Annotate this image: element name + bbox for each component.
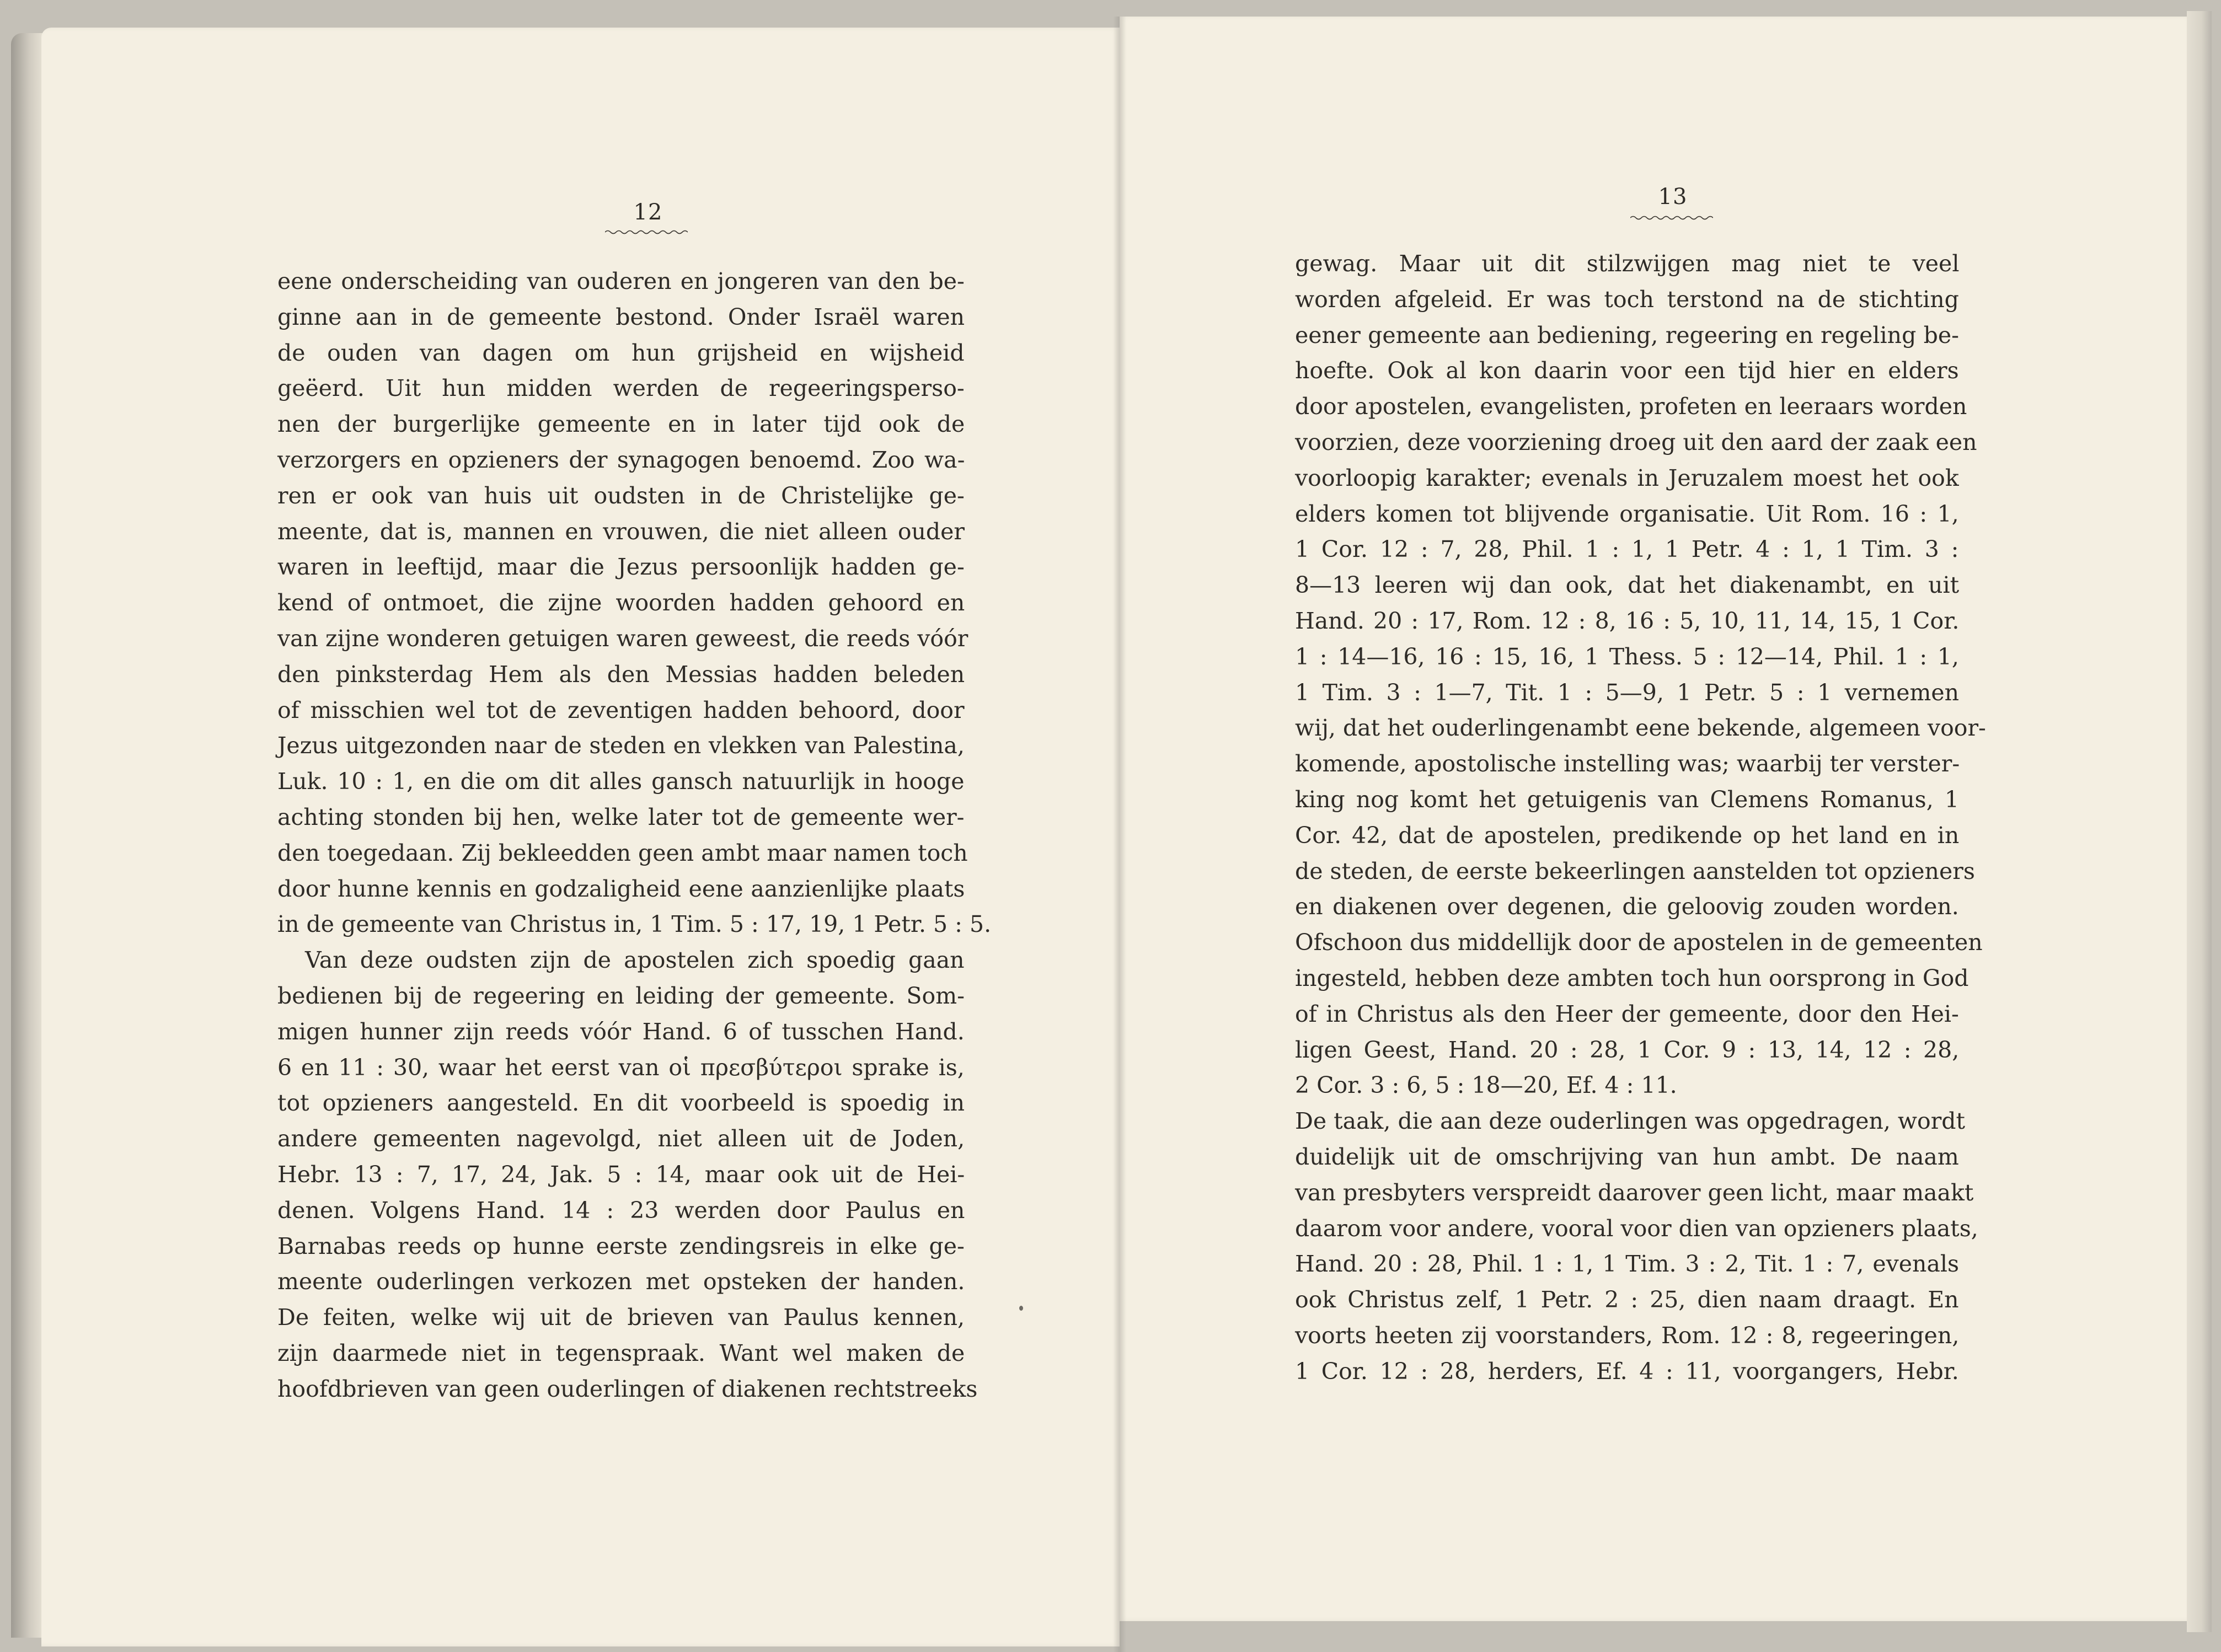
text-line: meente ouderlingen verkozen met opsteken der handen. <box>277 1268 965 1295</box>
text-line: of in Christus als den Heer der gemeente, door den Hei- <box>1295 1000 1959 1027</box>
text-line: eener gemeente aan bediening, regeering en regeling be- <box>1295 321 1959 348</box>
text-line: van zijne wonderen getuigen waren geweest, die reeds vóór <box>277 625 968 652</box>
text-line: in de gemeente van Christus in, 1 Tim. 5 : 17, 19, 1 Petr. 5 : 5. <box>277 911 992 938</box>
text-line: van presbyters verspreidt daarover geen licht, maar maakt <box>1295 1179 1974 1206</box>
text-line: Ofschoon dus middellijk door de apostelen in de gemeenten <box>1295 929 1983 956</box>
text-line: ook Christus zelf, 1 Petr. 2 : 25, dien naam draagt. En <box>1295 1286 1959 1313</box>
text-line: migen hunner zijn reeds vóór Hand. 6 of tusschen Hand. <box>277 1018 965 1045</box>
text-line: meente, dat is, mannen en vrouwen, die niet alleen ouder <box>277 518 965 545</box>
text-line: Van deze oudsten zijn de apostelen zich spoedig gaan <box>305 947 965 974</box>
page-edge-right <box>2187 11 2212 1632</box>
text-line: voorzien, deze voorziening droeg uit den aard der zaak een <box>1295 429 1977 455</box>
right-page <box>1120 17 2187 1621</box>
text-line: geëerd. Uit hun midden werden de regeeringsperso- <box>277 375 965 402</box>
text-line: of misschien wel tot de zeventigen hadden behoord, door <box>277 696 965 723</box>
text-line: zijn daarmede niet in tegenspraak. Want wel maken de <box>277 1340 965 1366</box>
text-line: andere gemeenten nagevolgd, niet alleen uit de Joden, <box>277 1125 965 1152</box>
text-line: Cor. 42, dat de apostelen, predikende op het land en in <box>1295 822 1960 849</box>
text-line: 1 Tim. 3 : 1—7, Tit. 1 : 5—9, 1 Petr. 5 : 1 vernemen <box>1295 679 1960 706</box>
page-number-left: 12 <box>633 200 663 225</box>
text-line: bedienen bij de regeering en leiding der gemeente. Som- <box>277 983 965 1009</box>
text-line: waren in leeftijd, maar die Jezus persoonlijk hadden ge- <box>277 554 965 581</box>
text-line: den pinksterdag Hem als den Messias hadden beleden <box>277 661 965 688</box>
text-line: elders komen tot blijvende organisatie. Uit Rom. 16 : 1, <box>1295 500 1959 527</box>
text-line: De feiten, welke wij uit de brieven van Paulus kennen, <box>277 1304 965 1331</box>
text-line: 6 en 11 : 30, waar het eerst van οἱ πρεσβύτεροι sprake is, <box>277 1054 965 1081</box>
text-line: De taak, die aan deze ouderlingen was opgedragen, wordt <box>1295 1108 1966 1135</box>
text-line: 1 : 14—16, 16 : 15, 16, 1 Thess. 5 : 12—14, Phil. 1 : 1, <box>1295 643 1959 670</box>
left-page <box>41 28 1120 1646</box>
text-line: 1 Cor. 12 : 7, 28, Phil. 1 : 1, 1 Petr. 4 : 1, 1 Tim. 3 : <box>1295 536 1959 563</box>
text-line: duidelijk uit de omschrijving van hun ambt. De naam <box>1295 1144 1959 1170</box>
text-line: voorts heeten zij voorstanders, Rom. 12 : 8, regeeringen, <box>1295 1322 1960 1349</box>
text-line: door apostelen, evangelisten, profeten en leeraars worden <box>1295 393 1967 420</box>
text-line: nen der burgerlijke gemeente en in later tijd ook de <box>277 411 965 438</box>
text-line: wij, dat het ouderlingenambt eene bekende, algemeen voor- <box>1295 715 1986 742</box>
text-line: Hand. 20 : 28, Phil. 1 : 1, 1 Tim. 3 : 2, Tit. 1 : 7, evenals <box>1295 1251 1960 1278</box>
text-line: Luk. 10 : 1, en die om dit alles gansch natuurlijk in hooge <box>277 768 965 795</box>
text-line: 1 Cor. 12 : 28, herders, Ef. 4 : 11, voorgangers, Hebr. <box>1295 1358 1959 1385</box>
text-line: ingesteld, hebben deze ambten toch hun oorsprong in God <box>1295 965 1969 991</box>
text-line: king nog komt het getuigenis van Clemens Romanus, 1 <box>1295 786 1959 813</box>
text-line: gewag. Maar uit dit stilzwijgen mag niet te veel <box>1295 250 1960 277</box>
text-line: komende, apostolische instelling was; waarbij ter verster- <box>1295 750 1960 777</box>
text-line: eene onderscheiding van ouderen en jongeren van den be- <box>277 268 965 294</box>
text-line: denen. Volgens Hand. 14 : 23 werden door Paulus en <box>277 1197 965 1224</box>
text-line: Hand. 20 : 17, Rom. 12 : 8, 16 : 5, 10, 11, 14, 15, 1 Cor. <box>1295 608 1960 634</box>
folio-ornament-right <box>1630 215 1713 221</box>
page-number-right: 13 <box>1658 184 1688 210</box>
text-line: ligen Geest, Hand. 20 : 28, 1 Cor. 9 : 13, 14, 12 : 28, <box>1295 1036 1960 1063</box>
book-gutter <box>1113 17 1126 1652</box>
text-line: 2 Cor. 3 : 6, 5 : 18—20, Ef. 4 : 11. <box>1295 1072 1677 1099</box>
text-line: daarom voor andere, vooral voor dien van opzieners plaats, <box>1295 1215 1978 1242</box>
ink-speck <box>1019 1306 1023 1311</box>
text-line: Jezus uitgezonden naar de steden en vlekken van Palestina, <box>277 732 965 759</box>
text-line: Barnabas reeds op hunne eerste zendingsreis in elke ge- <box>277 1232 965 1259</box>
text-line: de ouden van dagen om hun grijsheid en wijsheid <box>277 339 965 366</box>
text-line: hoefte. Ook al kon daarin voor een tijd hier en elders <box>1295 357 1959 384</box>
text-line: den toegedaan. Zij bekleedden geen ambt maar namen toch <box>277 839 968 866</box>
folio-ornament-left <box>605 229 688 235</box>
text-line: Hebr. 13 : 7, 17, 24, Jak. 5 : 14, maar ook uit de Hei- <box>277 1161 965 1188</box>
text-line: ginne aan in de gemeente bestond. Onder Israël waren <box>277 303 965 330</box>
text-line: voorloopig karakter; evenals in Jeruzalem moest het ook <box>1295 464 1959 491</box>
text-line: achting stonden bij hen, welke later tot de gemeente wer- <box>277 804 965 830</box>
text-line: worden afgeleid. Er was toch terstond na de stichting <box>1295 286 1959 313</box>
text-line: en diakenen over degenen, die geloovig zouden worden. <box>1295 893 1959 920</box>
text-line: hoofdbrieven van geen ouderlingen of diakenen rechtstreeks <box>277 1375 978 1402</box>
text-line: kend of ontmoet, die zijne woorden hadden gehoord en <box>277 589 965 616</box>
text-line: 8—13 leeren wij dan ook, dat het diakenambt, en uit <box>1295 572 1960 599</box>
page-edge-left <box>11 33 44 1638</box>
text-line: tot opzieners aangesteld. En dit voorbeeld is spoedig in <box>277 1090 965 1117</box>
text-line: door hunne kennis en godzaligheid eene aanzienlijke plaats <box>277 875 965 902</box>
text-line: verzorgers en opzieners der synagogen benoemd. Zoo wa- <box>277 447 965 473</box>
text-line: de steden, de eerste bekeerlingen aanstelden tot opzieners <box>1295 857 1975 884</box>
text-line: ren er ook van huis uit oudsten in de Christelijke ge- <box>277 482 965 509</box>
